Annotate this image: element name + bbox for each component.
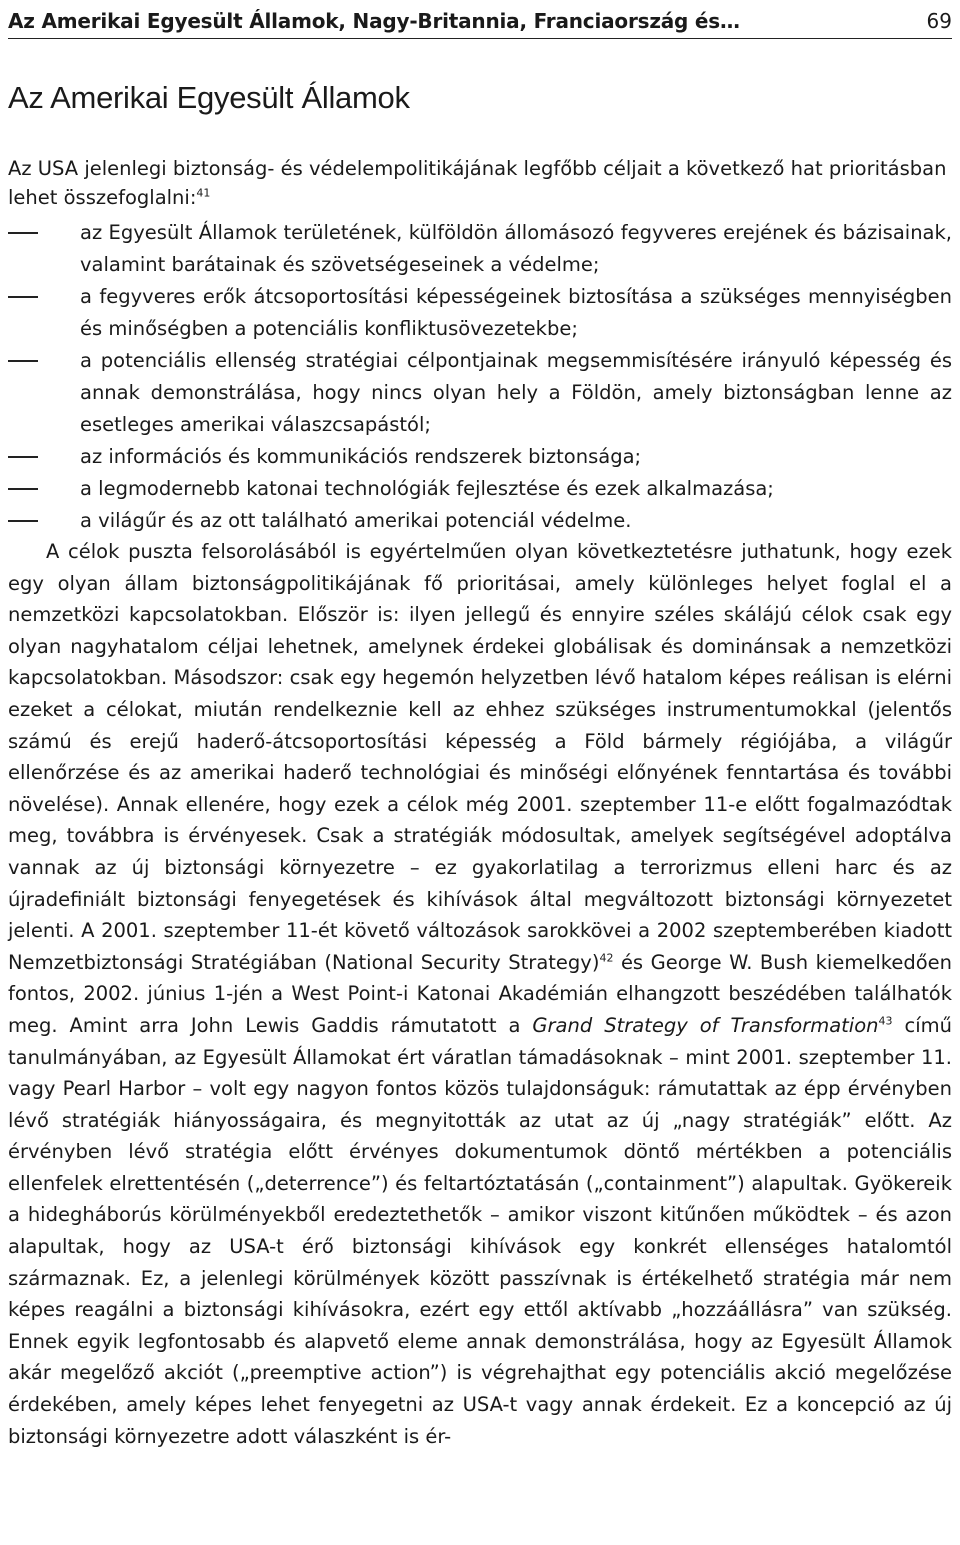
list-item xyxy=(8,505,952,537)
footnote-ref-43: 43 xyxy=(878,1014,893,1028)
priority-list xyxy=(8,217,952,537)
list-item-text: a fegyveres erők átcsoportosítási képességeinek biztosítása a szükséges mennyiségben és minőségben a potenciális konfliktusövezetekbe; xyxy=(80,285,952,340)
dash-bullet xyxy=(8,520,38,522)
body-text-part1: A célok puszta felsorolásából is egyértelműen olyan következtetésre juthatunk, hogy ezek egy olyan állam biztonságpolitikájának fő prioritásai, amely különleges helyet foglal el a nemzetközi kapcsolatokban. Először is: ilyen jellegű és ennyire széles skálájú célok csak egy olyan nagyhatalom céljai lehetnek, amelynek érdekei globálisak és dominánsak a nemzetközi kapcsolatokban. Másodszor: csak egy hegemón helyzetben lévő hatalom képes reálisan is elérni ezeket a célokat, miután rendelkeznie kell az ehhez szükséges instrumentumokkal (jelentős számú és erejű haderő-átcsoportosítási képesség a Föld bármely régiójába, a világűr ellenőrzése és az amerikai haderő technológiai és minőségi előnyének fenntartása és további növelése). Annak ellenére, hogy ezek a célok még 2001. szeptember 11-e előtt fogalmazódtak meg, továbbra is érvényesek. Csak a stratégiák módosultak, amelyek segítségével adoptálva vannak az új biztonsági környezetre – ez gyakorlatilag a terrorizmus elleni harc és az újradefiniált biztonsági fenyegetések és kihívások által megváltozott biztonsági környezetet jelenti. A 2001. szeptember 11-ét követő változások sarokkövei a 2002 szeptemberében kiadott Nemzetbiztonsági Stratégiában (National Security Strategy) xyxy=(8,540,952,974)
footnote-ref-42: 42 xyxy=(599,951,614,965)
body-text-part3: című tanulmányában, az Egyesült Államokat ért váratlan támadásoknak – mint 2001. szeptember 11. vagy Pearl Harbor – volt egy nagyon fontos közös tulajdonságuk: rámutattak az épp érvényben lévő stratégiák hiányosságaira, és megnyitották az utat az új „nagy stratégiák” előtt. Az érvényben lévő stratégia előtt érvényes dokumentumok döntő mértékben a potenciális ellenfelek elrettentésén („deterrence”) és feltartóztatásán („containment”) alapultak. Gyökereik a hidegháborús körülményekből eredeztethetők – amikor viszont kitűnően működtek – és azon alapultak, hogy az USA-t érő biztonsági kihívások egy konkrét ellenséges hatalomtól származnak. Ez, a jelenlegi körülmények között passzívnak is értékelhető stratégia már nem képes reagálni a biztonsági kihívásokra, ezért egy ettől aktívabb „hozzáállásra” van szükség. Ennek egyik legfontosabb és alapvető eleme annak demonstrálása, hogy az Egyesült Államok akár megelőző akciót („preemptive action”) is végrehajthat egy potenciális akció megelőzése érdekében, amely képes lehet fenyegetni az USA-t vagy annak érdekeit. Ez a koncepció az új biztonsági környezetre adott válaszként is ér- xyxy=(8,1013,952,1448)
list-item xyxy=(8,441,952,473)
dash-bullet xyxy=(8,360,38,362)
intro-paragraph xyxy=(8,154,952,212)
list-item xyxy=(8,473,952,505)
list-item xyxy=(8,345,952,441)
dash-bullet xyxy=(8,296,38,298)
body-paragraph xyxy=(8,536,952,1452)
footnote-ref-41: 41 xyxy=(196,186,211,200)
list-item-text: a világűr és az ott található amerikai potenciál védelme. xyxy=(80,509,632,532)
body-text-part2: és George W. Bush kiemelkedően fontos, 2002. június 1-jén a West Point-i Katonai Akadémián elhangzott beszédében találhatók meg. Amint arra John Lewis Gaddis rámutatott a xyxy=(8,950,953,1037)
intro-text: Az USA jelenlegi biztonság- és védelempolitikájának legfőbb céljait a következő hat prioritásban lehet összefoglalni: xyxy=(8,157,947,209)
list-item xyxy=(8,281,952,345)
list-item-text: a legmodernebb katonai technológiák fejlesztése és ezek alkalmazása; xyxy=(80,477,774,500)
page-number: 69 xyxy=(926,9,952,33)
list-item-text: az Egyesült Államok területének, külföldön állomásozó fegyveres erejének és bázisainak, valamint barátainak és szövetségeseinek a védelme; xyxy=(80,221,952,276)
cited-title: Grand Strategy of Transformation xyxy=(532,1013,879,1037)
section-title: Az Amerikai Egyesült Államok xyxy=(8,80,410,115)
dash-bullet xyxy=(8,456,38,458)
list-item-text: az információs és kommunikációs rendszerek biztonsága; xyxy=(80,445,642,468)
list-item xyxy=(8,217,952,281)
running-title: Az Amerikai Egyesült Államok, Nagy-Britannia, Franciaország és… xyxy=(8,9,740,33)
dash-bullet xyxy=(8,488,38,490)
list-item-text: a potenciális ellenség stratégiai célpontjainak megsemmisítésére irányuló képesség és annak demonstrálása, hogy nincs olyan hely a Földön, amely biztonságban lenne az esetleges amerikai válaszcsapástól; xyxy=(80,349,952,436)
dash-bullet xyxy=(8,232,38,234)
running-header xyxy=(8,4,952,39)
